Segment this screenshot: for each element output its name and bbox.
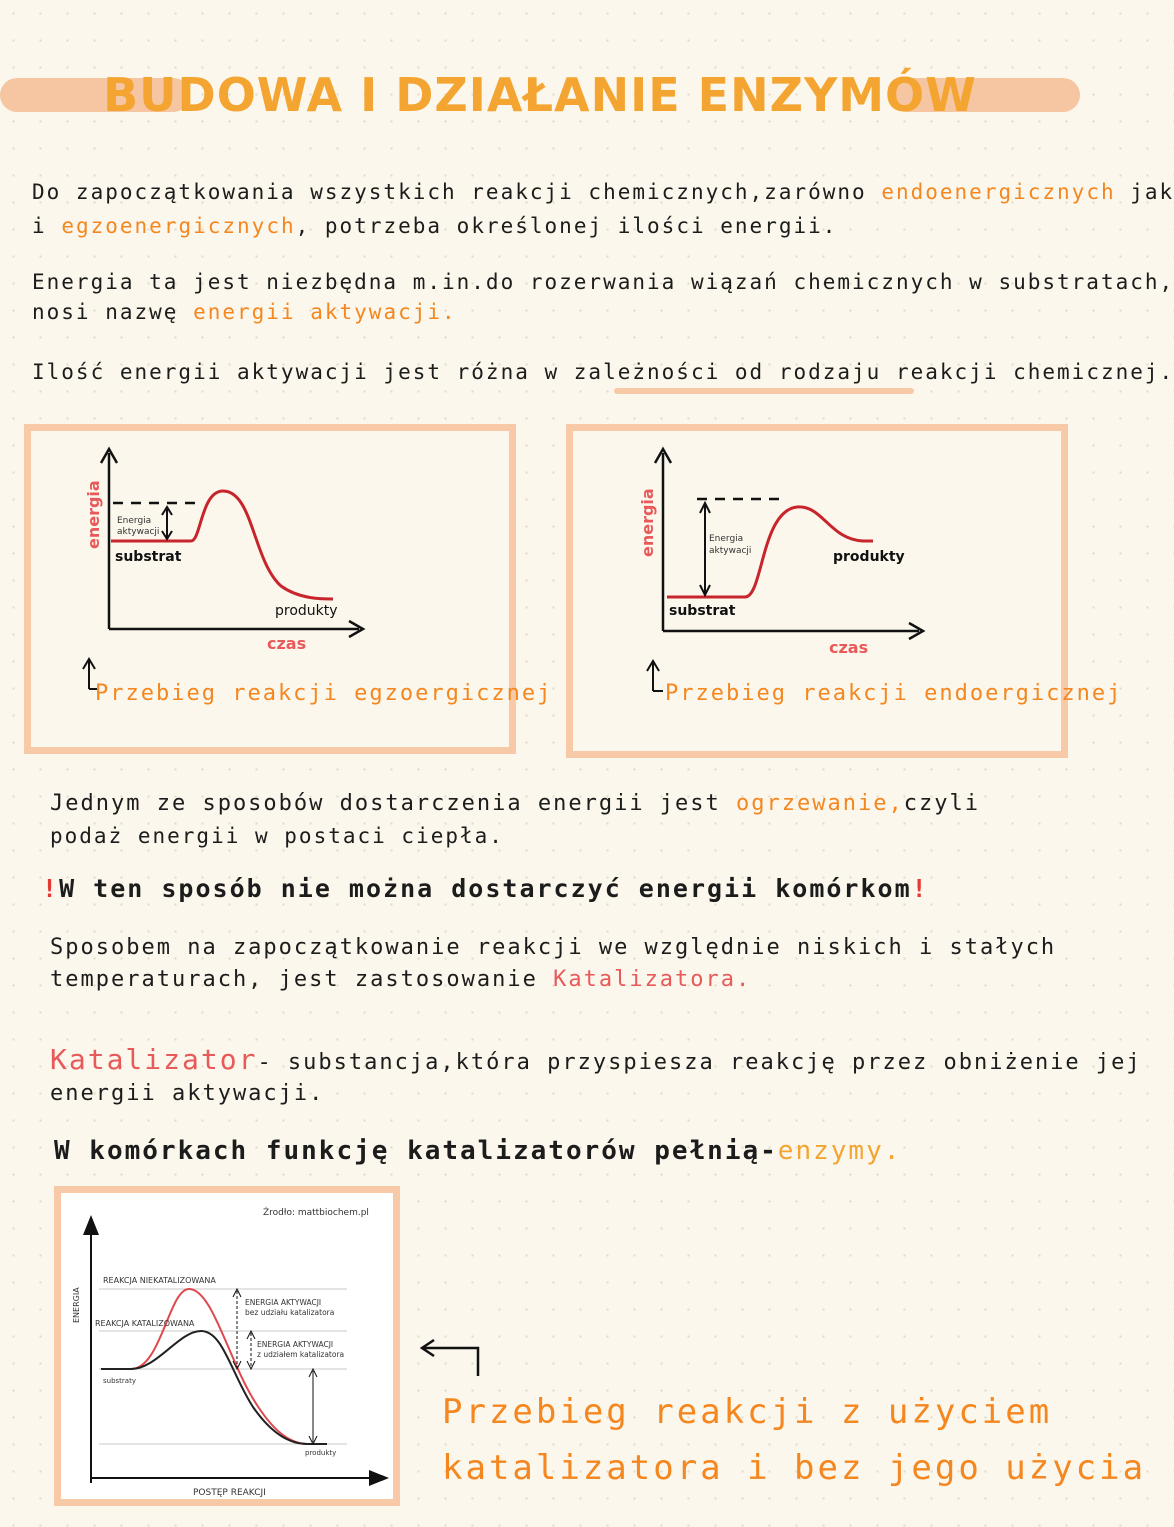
para3-highlight: rodzaju reakcji chemicznej. [778, 360, 1174, 384]
caption-arrow [83, 659, 95, 689]
chart-endoergic-frame [566, 424, 1123, 758]
para1-line1 [32, 178, 1174, 206]
figure-y-label: ENERGIA [72, 1287, 81, 1323]
warning [42, 874, 929, 903]
para4-line1-text: Jednym ze sposobów dostarczenia energii jest [50, 791, 721, 816]
y-axis-label: energia [638, 488, 657, 557]
para1-line2-text: i [32, 214, 47, 238]
para3 [32, 358, 1174, 386]
label-ea-cat-l2: z udziałem katalizatora [257, 1350, 345, 1359]
para2-line2 [32, 298, 457, 326]
activation-label-line2: aktywacji [709, 546, 752, 556]
figure-source: Źrodło: mattbiochem.pl [263, 1208, 369, 1218]
reaction-curve [111, 491, 333, 599]
label-ea-uncat-l1: ENERGIA AKTYWACJI [245, 1298, 322, 1307]
chart-exoergic-frame [24, 424, 553, 754]
para1-line1-text: Do zapoczątkowania wszystkich reakcji chemicznych,zarówno [32, 180, 867, 204]
catalysis-figure [61, 1193, 393, 1499]
label-substrates: substraty [103, 1377, 136, 1385]
term-catalyst: Katalizatora. [553, 967, 752, 992]
warning-mark-left: ! [42, 874, 60, 903]
definition-line2: energii aktywacji. [50, 1081, 325, 1106]
para3-underline [614, 388, 914, 394]
para6-text: W komórkach funkcję katalizatorów pełnią- [54, 1136, 778, 1166]
term-enzymes: enzymy. [777, 1136, 902, 1166]
x-axis-label: czas [267, 634, 307, 653]
warning-mark-right: ! [911, 874, 929, 903]
term-activation-energy: energii aktywacji. [193, 300, 457, 324]
para5-line1: Sposobem na zapoczątkowanie reakcji we względnie niskich i stałych [50, 935, 1057, 960]
para1-line2-tail: , potrzeba określonej ilości energii. [295, 214, 838, 238]
definition-text: - substancja,która przyspiesza reakcję przez obniżenie jej [257, 1050, 1142, 1075]
term-heating: ogrzewanie, [736, 791, 904, 816]
para1-line2 [32, 212, 837, 240]
para5-line2-text: temperaturach, jest zastosowanie [50, 967, 538, 992]
page-title: BUDOWA I DZIAŁANIE ENZYMÓW [103, 68, 977, 122]
figure-x-arrow [369, 1470, 389, 1486]
end-label: produkty [275, 603, 338, 619]
start-label: substrat [669, 603, 736, 619]
label-ea-cat-l1: ENERGIA AKTYWACJI [257, 1340, 334, 1349]
para6 [54, 1136, 901, 1166]
label-ea-uncat-l2: bez udziału katalizatora [245, 1308, 335, 1317]
figure-frame [54, 1186, 400, 1506]
figure-y-arrow [83, 1215, 99, 1235]
activation-label-line1: Energia [117, 516, 152, 526]
y-axis-label: energia [84, 480, 103, 549]
activation-label-line1: Energia [709, 534, 744, 544]
para4-line2: podaż energii w postaci ciepła. [50, 824, 504, 848]
label-catalyzed: REAKCJA KATALIZOWANA [95, 1319, 195, 1328]
figure-x-label: POSTĘP REAKCJI [193, 1488, 266, 1498]
para2-line1: Energia ta jest niezbędna m.in.do rozerwania wiązań chemicznych w substratach, [32, 270, 1174, 294]
x-axis-label: czas [829, 638, 869, 657]
para4-line1 [50, 790, 980, 818]
para4-line1-tail: czyli [903, 791, 980, 816]
warning-text: W ten sposób nie można dostarczyć energii komórkom [59, 874, 912, 903]
para5-line2 [50, 966, 751, 994]
term-exoenergic: egzoenergicznych [61, 214, 296, 238]
label-products: produkty [305, 1449, 337, 1457]
definition-line1 [50, 1043, 1142, 1077]
para3-text: Ilość energii aktywacji jest różna w zależności od [32, 360, 765, 384]
caption-endoergic: Przebieg reakcji endoergicznej [665, 681, 1123, 706]
label-uncatalyzed: REAKCJA NIEKATALIZOWANA [103, 1276, 216, 1285]
activation-label-line2: aktywacji [117, 527, 160, 537]
caption-arrow [647, 661, 659, 691]
para1-line1-tail: jak [1130, 180, 1174, 204]
para2-line2-text: nosi nazwę [32, 300, 179, 324]
term-endoenergic: endoenergicznych [881, 180, 1116, 204]
pointer-arrow [414, 1332, 494, 1382]
start-label: substrat [115, 549, 182, 565]
end-label: produkty [833, 549, 905, 565]
figure-caption-line2: katalizatora i bez jego użycia [442, 1448, 1147, 1488]
figure-caption-line1: Przebieg reakcji z użyciem [442, 1392, 1053, 1432]
caption-exoergic: Przebieg reakcji egzoergicznej [95, 681, 553, 706]
definition-term: Katalizator [50, 1043, 258, 1076]
